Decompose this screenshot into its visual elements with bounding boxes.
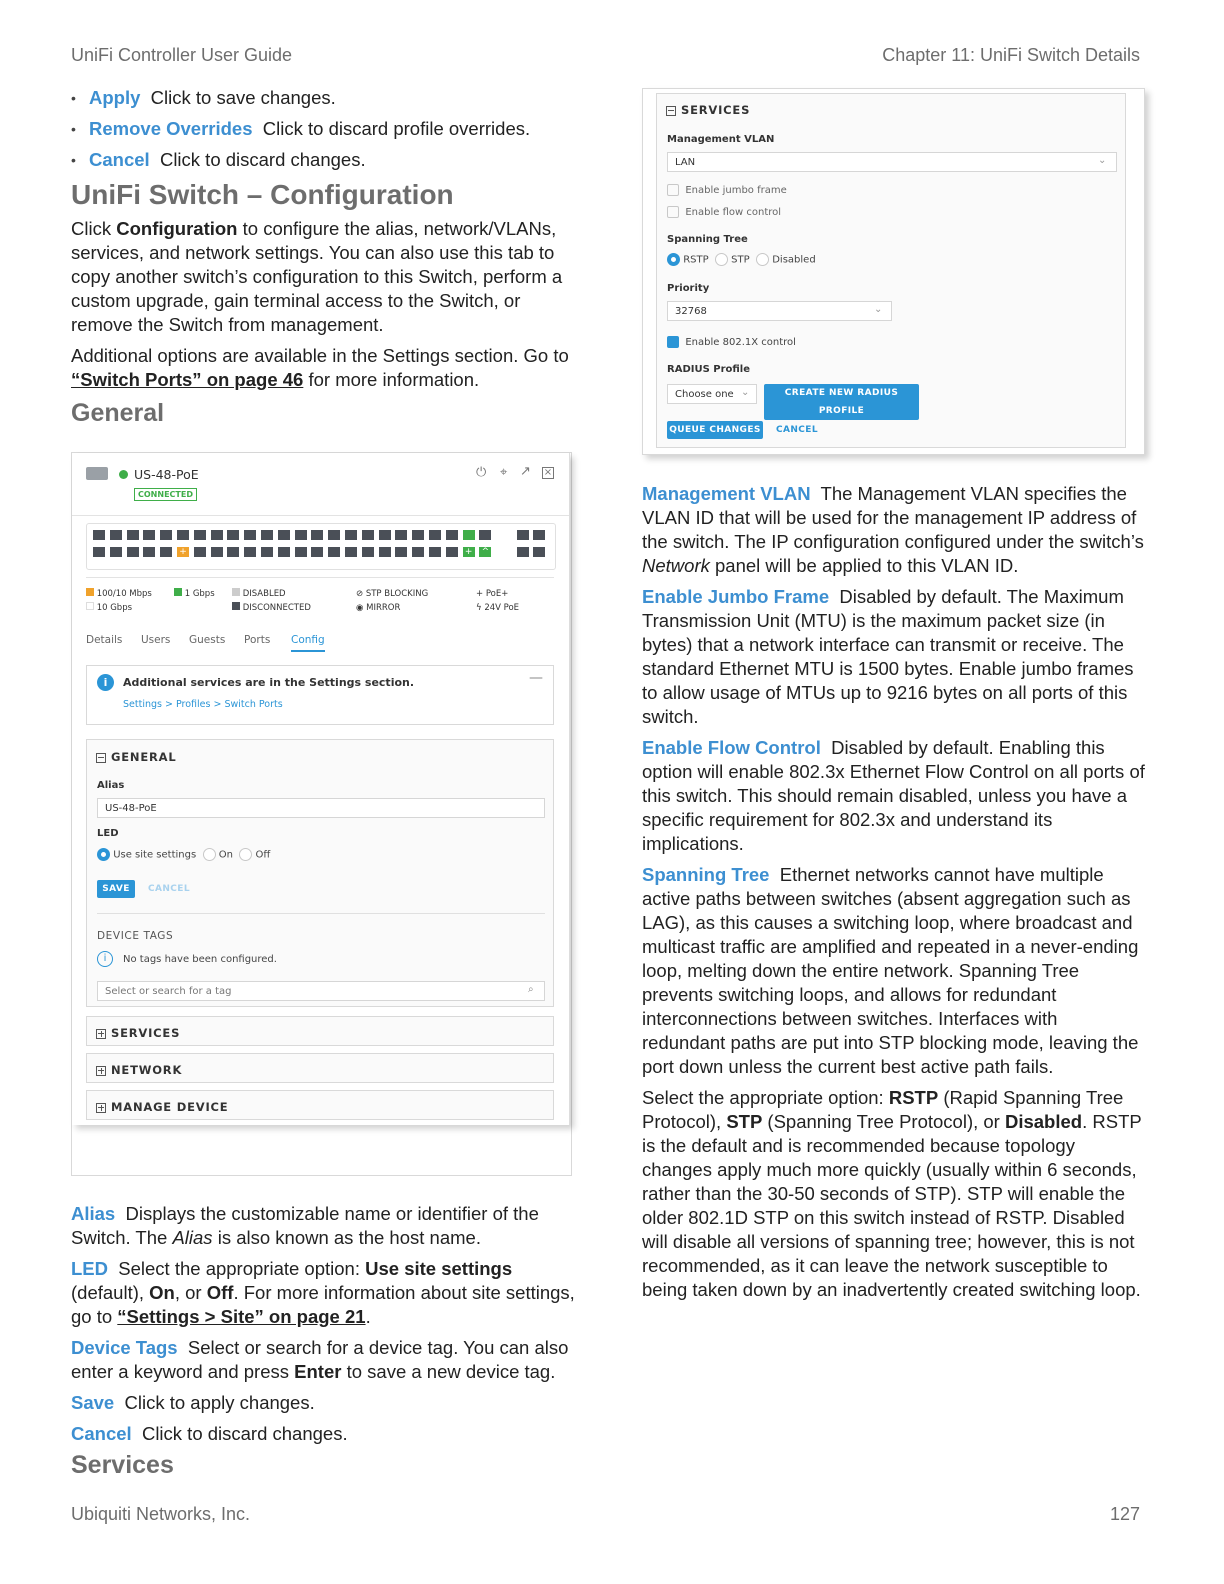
notice-box — [86, 665, 554, 725]
divider — [86, 577, 554, 578]
radius-profile-select[interactable]: Choose one — [667, 384, 757, 404]
services-panel — [656, 93, 1126, 448]
general-section — [86, 739, 554, 1007]
alias-label: Alias — [97, 780, 125, 791]
sfp-port[interactable] — [517, 547, 529, 557]
def-flow-control: Enable Flow Control Disabled by default. Enabling this option will enable 802.3x Ethernet Flow Control on all ports of this switch. This should remain disabled, unless you have a specific requirement for 802.3x and understand its implications. — [642, 737, 1145, 854]
switch-port[interactable] — [211, 530, 223, 540]
expand-icon[interactable]: ↗ — [520, 464, 531, 479]
info-icon: i — [97, 951, 113, 967]
device-tags-title: DEVICE TAGS — [97, 930, 174, 942]
tab-guests[interactable]: Guests — [189, 634, 226, 646]
led-radio-site[interactable] — [97, 848, 110, 861]
def-management-vlan: Management VLAN The Management VLAN specifies the VLAN ID that will be used for the management IP address of the switch. The IP configuration configured under the switch’s Network panel will be applied to this VLAN ID. — [642, 483, 1144, 576]
def-cancel: Cancel Click to discard changes. — [71, 1423, 348, 1444]
status-dot-icon — [119, 470, 128, 479]
green-swatch-icon — [174, 588, 182, 596]
jumbo-frame-option: Enable jumbo frame — [667, 184, 787, 196]
gray-swatch-icon — [232, 588, 240, 596]
def-alias: Alias Displays the customizable name or identifier of the Switch. The Alias is also known as the host name. — [71, 1203, 539, 1248]
notice-title: Additional services are in the Settings section. — [123, 676, 415, 689]
led-label: LED — [97, 828, 119, 839]
page-number: 127 — [1109, 1504, 1140, 1524]
def-stp-options: Select the appropriate option: RSTP (Rapid Spanning Tree Protocol), STP (Spanning Tree Protocol), or Disabled. RSTP is the default and is recommended because topology changes apply much more quickly (usually within 6 seconds, rather than the 30-50 seconds of STP). STP will enable the older 802.1D STP on this switch instead of RSTP. Disabled will disable all versions of spanning tree; however, this is not recommended, as it can leave the network susceptible to being taken down by an inadvertently created switching loop. — [642, 1087, 1142, 1300]
switch-port[interactable] — [295, 530, 307, 540]
switch-port[interactable] — [362, 530, 374, 540]
sfp-port[interactable] — [517, 530, 529, 540]
plus-box-icon — [96, 1066, 106, 1076]
switch-port[interactable]: ^ — [479, 547, 491, 557]
led-radio-off[interactable] — [239, 848, 252, 861]
switch-port[interactable] — [328, 547, 340, 557]
switch-port[interactable] — [244, 530, 256, 540]
tab-details[interactable]: Details — [86, 634, 123, 646]
header-right: Chapter 11: UniFi Switch Details — [882, 45, 1140, 65]
minus-box-icon — [666, 106, 676, 116]
switch-port[interactable] — [194, 547, 206, 557]
switch-port[interactable] — [227, 547, 239, 557]
chevron-down-icon: ⌄ — [1098, 155, 1107, 166]
collapse-icon[interactable]: — — [529, 670, 543, 686]
switch-port[interactable] — [110, 547, 122, 557]
switch-port[interactable]: + — [177, 547, 189, 557]
left-definitions — [71, 1202, 576, 1477]
switch-port[interactable] — [295, 547, 307, 557]
cancel-button[interactable]: CANCEL — [148, 884, 190, 894]
priority-label: Priority — [667, 283, 710, 294]
manage-device-section-collapsed[interactable]: MANAGE DEVICE — [86, 1090, 554, 1120]
switch-port[interactable] — [412, 530, 424, 540]
spanning-tree-label: Spanning Tree — [667, 234, 748, 245]
switch-port[interactable] — [345, 547, 357, 557]
header-left: UniFi Controller User Guide — [71, 45, 293, 65]
bullet-cancel: • Cancel Click to discard changes. — [71, 148, 576, 172]
blocked-icon: ⊘ — [356, 589, 364, 599]
tab-users[interactable]: Users — [141, 634, 171, 646]
white-swatch-icon — [86, 602, 94, 610]
services-heading: Services — [71, 1451, 174, 1479]
switch-port[interactable] — [143, 530, 155, 540]
plus-icon: + — [476, 589, 484, 599]
chevron-down-icon: ⌄ — [874, 304, 883, 315]
bolt-icon: ϟ — [476, 603, 482, 613]
switch-port[interactable] — [177, 530, 189, 540]
switch-port[interactable] — [362, 547, 374, 557]
spanning-tree-options: RSTP STP Disabled — [667, 253, 816, 266]
switch-port[interactable] — [93, 530, 105, 540]
bullet-remove-overrides: • Remove Overrides Click to discard profile overrides. — [71, 117, 576, 141]
switch-port[interactable] — [278, 530, 290, 540]
search-icon: ⌕ — [528, 984, 534, 995]
device-panel-frame — [71, 452, 572, 1176]
dot1x-option: Enable 802.1X control — [667, 336, 796, 348]
switch-port[interactable] — [446, 530, 458, 540]
site-settings-link[interactable]: “Settings > Site” on page 21 — [117, 1306, 366, 1327]
switch-port[interactable]: + — [463, 547, 475, 557]
switch-port[interactable] — [110, 530, 122, 540]
minus-box-icon — [96, 753, 106, 763]
def-jumbo-frame: Enable Jumbo Frame Disabled by default. The Maximum Transmission Unit (MTU) is the maximum packet size (in bytes) that a network interface can transmit or receive. The standard Ethernet MTU is 1500 bytes. Enable jumbo frames to allow usage of MTUs up to 9216 bytes on all ports of this switch. — [642, 586, 1134, 727]
def-save: Save Click to apply changes. — [71, 1392, 315, 1413]
section-title: UniFi Switch – Configuration — [71, 179, 454, 210]
switch-port[interactable] — [379, 530, 391, 540]
switch-port[interactable] — [127, 547, 139, 557]
services-panel-frame — [642, 88, 1145, 455]
tab-ports[interactable]: Ports — [244, 634, 271, 646]
right-definitions — [642, 482, 1145, 1309]
switch-port[interactable] — [311, 547, 323, 557]
info-icon: i — [97, 674, 114, 691]
port-panel[interactable] — [86, 523, 556, 570]
jumbo-frame-checkbox[interactable] — [667, 184, 679, 196]
network-section-collapsed[interactable]: NETWORK — [86, 1053, 554, 1083]
chevron-down-icon: ⌄ — [741, 387, 750, 398]
switch-port[interactable] — [379, 547, 391, 557]
alias-input[interactable]: US-48-PoE — [97, 798, 545, 818]
save-button[interactable]: SAVE — [97, 880, 135, 898]
switch-port[interactable] — [412, 547, 424, 557]
switch-port[interactable] — [211, 547, 223, 557]
switch-port[interactable] — [429, 530, 441, 540]
notice-link[interactable]: Settings > Profiles > Switch Ports — [123, 699, 283, 710]
close-icon[interactable]: × — [543, 467, 553, 478]
device-panel: US-48-PoE CONNECTED ⏻ ⌖ ↗ × + + ^ 100/10 Mbps 10 Gbps 1 Gbps DISABLED DISCONNECTED ⊘ STP BLOCKING ◉ MIRROR + PoE+ ϟ 24V PoE Details Users Guests Ports Config i Additional services are in the Settings section. Settings > Profiles > Switch Ports — GENERAL Alias US-48-PoE LED Use site settings On Off SAVE CANCEL DEVICE TAGS i No tags have been configured. Select or search for a tag ⌕ SERVICES NETWORK MANAGE DEVICE — [72, 453, 570, 1125]
general-heading: General — [71, 399, 165, 427]
footer-left: Ubiquiti Networks, Inc. — [71, 1504, 251, 1524]
bullet-list — [71, 86, 576, 172]
def-device-tags: Device Tags Select or search for a device tag. You can also enter a keyword and press Enter to save a new device tag. — [71, 1337, 569, 1382]
switch-port[interactable] — [160, 530, 172, 540]
switch-ports-link[interactable]: “Switch Ports” on page 46 — [71, 369, 304, 390]
dot1x-checkbox[interactable] — [667, 336, 679, 348]
stp-radio-disabled[interactable] — [756, 253, 769, 266]
orange-swatch-icon — [86, 588, 94, 596]
create-radius-profile-button[interactable]: CREATE NEW RADIUS PROFILE — [764, 384, 919, 420]
switch-port[interactable] — [261, 530, 273, 540]
switch-port[interactable] — [395, 547, 407, 557]
switch-port[interactable] — [395, 530, 407, 540]
sfp-port[interactable] — [533, 530, 545, 540]
restart-icon[interactable]: ⏻ — [476, 465, 487, 480]
stp-radio-stp[interactable] — [715, 253, 728, 266]
switch-port[interactable] — [244, 547, 256, 557]
plus-box-icon — [96, 1029, 106, 1039]
general-section-header[interactable]: GENERAL — [96, 750, 176, 764]
led-options: Use site settings On Off — [97, 848, 270, 861]
config-paragraph-1: Click Configuration to configure the alias, network/VLANs, services, and network settings. You can also use this tab to copy another switch’s configuration to this Switch, perform a custom upgrade, gain terminal access to the Switch, or remove the Switch from management. — [71, 218, 563, 335]
tags-empty-text: No tags have been configured. — [123, 954, 277, 965]
management-vlan-label: Management VLAN — [667, 134, 775, 145]
locate-icon[interactable]: ⌖ — [500, 465, 508, 480]
switch-port[interactable] — [463, 530, 475, 540]
left-column — [71, 86, 576, 428]
cancel-button[interactable]: CANCEL — [776, 425, 818, 435]
tab-config[interactable]: Config — [291, 634, 325, 652]
eye-icon: ◉ — [356, 603, 364, 613]
management-vlan-select[interactable]: LAN — [667, 152, 1117, 172]
switch-port[interactable] — [311, 530, 323, 540]
switch-port[interactable] — [160, 547, 172, 557]
plus-box-icon — [96, 1103, 106, 1113]
flow-control-option: Enable flow control — [667, 206, 781, 218]
sfp-port[interactable] — [533, 547, 545, 557]
switch-port[interactable] — [446, 547, 458, 557]
dark-swatch-icon — [232, 602, 240, 610]
flow-control-checkbox[interactable] — [667, 206, 679, 218]
def-led: LED Select the appropriate option: Use site settings (default), On, or Off. For more information about site settings, go to “Settings > Site” on page 21. — [71, 1258, 575, 1327]
switch-port[interactable] — [227, 530, 239, 540]
services-section-collapsed[interactable]: SERVICES — [86, 1016, 554, 1046]
switch-port[interactable] — [345, 530, 357, 540]
priority-select[interactable]: 32768 — [667, 301, 892, 321]
switch-port[interactable] — [429, 547, 441, 557]
services-section-header[interactable]: SERVICES — [666, 103, 750, 117]
switch-port[interactable] — [127, 530, 139, 540]
def-spanning-tree: Spanning Tree Ethernet networks cannot have multiple active paths between switches (absent aggregation such as LAG), as this causes a switching loop, where broadcast and multicast traffic are amplified and repeated in a never-ending loop, melting down the entire network. Spanning Tree prevents switching loops, and allows for redundant interconnections between switches. Interfaces with redundant paths are put into STP blocking mode, leaving the port down unless the current best active path fails. — [642, 864, 1139, 1077]
radius-profile-label: RADIUS Profile — [667, 364, 751, 375]
switch-device-icon — [86, 467, 108, 480]
device-name: US-48-PoE — [134, 467, 199, 482]
switch-port[interactable] — [93, 547, 105, 557]
switch-port[interactable] — [261, 547, 273, 557]
queue-changes-button[interactable]: QUEUE CHANGES — [667, 421, 763, 439]
switch-port[interactable] — [278, 547, 290, 557]
switch-port[interactable] — [479, 530, 491, 540]
divider — [72, 515, 569, 516]
divider — [97, 913, 545, 914]
config-paragraph-2: Additional options are available in the Settings section. Go to “Switch Ports” on page 46 for more information. — [71, 345, 569, 390]
switch-port[interactable] — [143, 547, 155, 557]
stp-radio-rstp[interactable] — [667, 253, 680, 266]
tag-search-input[interactable]: Select or search for a tag — [97, 981, 545, 1001]
bullet-apply: • Apply Click to save changes. — [71, 86, 576, 110]
switch-port[interactable] — [194, 530, 206, 540]
status-badge: CONNECTED — [134, 488, 197, 501]
led-radio-on[interactable] — [203, 848, 216, 861]
switch-port[interactable] — [328, 530, 340, 540]
